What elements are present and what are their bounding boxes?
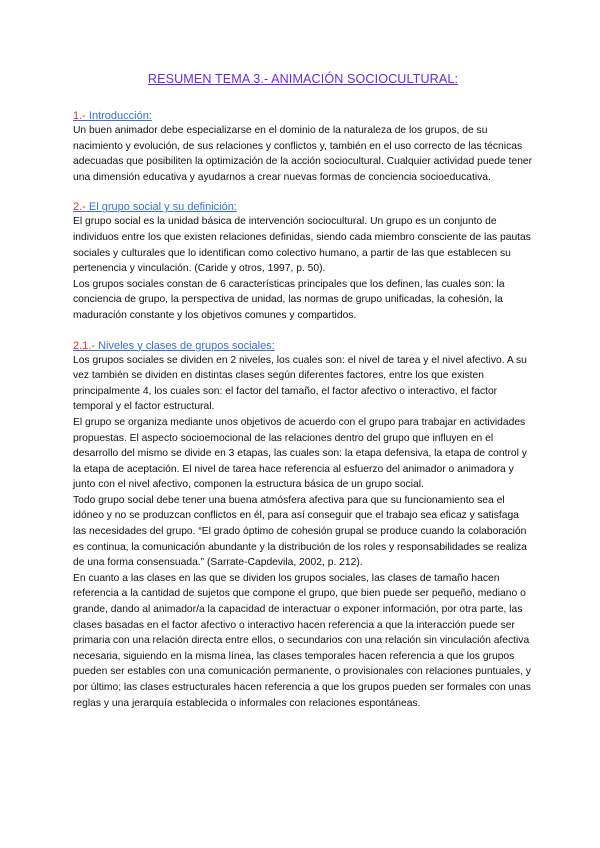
- page-title: RESUMEN TEMA 3.- ANIMACIÓN SOCIOCULTURAL:: [147, 72, 459, 86]
- section-introduccion: [73, 109, 533, 185]
- paragraph: En cuanto a las clases en las que se dividen los grupos sociales, las clases de tamaño hacen referencia a la cantidad de sujetos que compone el grupo, que bien puede ser pequeño, mediano o grande, dando al animador/a la capacidad de interactuar o exponer información, por otra parte, las clases basadas en el factor afectivo o interactivo hacen referencia a que la interacción puede ser primaria con una relación directa entre ellos, o secundarios con una relación sin vinculación afectiva necesaria, siguiendo en la misma línea, las clases temporales hacen referencia a que los grupos pueden ser estables con una comunicación permanente, o provisionales con relaciones puntuales, y por último; las clases estructurales hacen referencia a que los grupos pueden ser formales con unas reglas y una jerarquía establecida o informales con relaciones espontáneas.: [73, 572, 531, 709]
- section-title: Niveles y clases de grupos sociales:: [95, 339, 275, 352]
- section-heading: [73, 339, 533, 353]
- section-niveles-clases: [73, 339, 533, 712]
- paragraph: El grupo social es la unidad básica de intervención sociocultural. Un grupo es un conjunto de individuos entre los que existen relaciones definidas, siendo cada miembro consciente de las pautas sociales y culturales que lo identifican como colectivo humano, a partir de las que establecen su pertenencia y vinculación. (Caride y otros, 1997, p. 50).: [73, 216, 531, 275]
- document-page: [73, 71, 533, 726]
- section-number: 2.-: [73, 201, 86, 214]
- paragraph: Todo grupo social debe tener una buena atmósfera afectiva para que su funcionamiento sea el idóneo y no se produzcan conflictos en él, para así conseguir que el trabajo sea eficaz y satisfaga las necesidades del grupo. “El grado óptimo de cohesión grupal se produce cuando la colaboración es continua, la comunicación abundante y la distribución de los roles y responsabilidades se realiza de una forma consensuada.” (Sarrate-Capdevila, 2002, p. 212).: [73, 494, 527, 569]
- paragraph: Los grupos sociales constan de 6 características principales que los definen, las cuales son: la conciencia de grupo, la perspectiva de unidad, las normas de grupo unificadas, la cohesión, la maduración constante y los objetivos comunes y compartidos.: [73, 278, 505, 321]
- section-number: 2.1.-: [73, 339, 96, 352]
- section-grupo-social: [73, 200, 533, 323]
- section-heading: [73, 109, 533, 123]
- paragraph: Un buen animador debe especializarse en el dominio de la naturaleza de los grupos, de su nacimiento y evolución, de sus relaciones y conflictos y, también en el uso correcto de las técnicas adecuadas que posibiliten la optimización de la acción sociocultural. Cualquier actividad puede tener una dimensión educativa y ayudarnos a crear nuevas formas de conciencia socioeducativa.: [73, 125, 533, 183]
- section-title: Introducción:: [85, 110, 152, 122]
- paragraph: El grupo se organiza mediante unos objetivos de acuerdo con el grupo para trabajar en actividades propuestas. El aspecto socioemocional de las relaciones dentro del grupo que influyen en el desarrollo del mismo se divide en 3 etapas, las cuales son: la etapa defensiva, la etapa de control y la etapa de aceptación. El nivel de tarea hace referencia al esfuerzo del animador o animadora y junto con el nivel afectivo, componen la estructura básica de un grupo social.: [73, 416, 527, 491]
- section-heading: [73, 200, 533, 214]
- section-number: 1.-: [73, 110, 86, 122]
- section-title: El grupo social y su definición:: [85, 201, 237, 214]
- paragraph: Los grupos sociales se dividen en 2 niveles, los cuales son: el nivel de tarea y el nivel afectivo. A su vez también se dividen en distintas clases según diferentes factores, entre los que existen principalmente 4, los cuales son: el factor del tamaño, el factor afectivo o interactivo, el factor temporal y el factor estructural.: [73, 354, 527, 413]
